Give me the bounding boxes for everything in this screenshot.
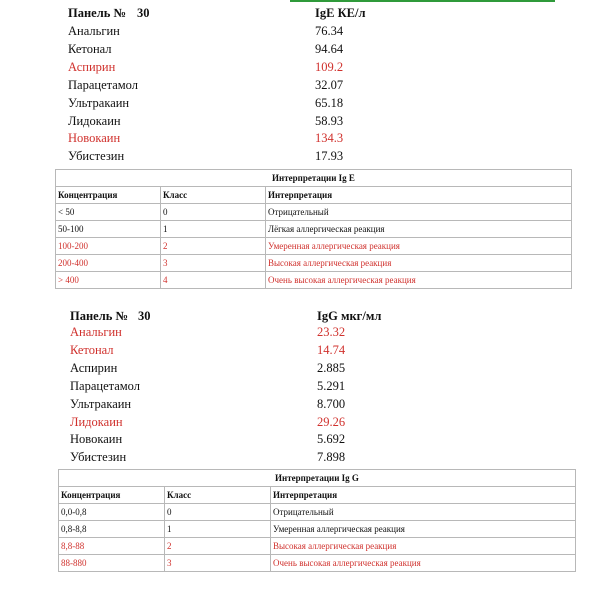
cell-class: 2 xyxy=(165,538,271,555)
list-item xyxy=(68,58,395,76)
cell-class: 1 xyxy=(161,221,266,238)
cell-conc: 200-400 xyxy=(56,255,161,272)
cell-class: 0 xyxy=(161,204,266,221)
list-item xyxy=(68,94,395,112)
table-row xyxy=(56,272,572,289)
list-item xyxy=(70,430,397,448)
drug-name: Лидокаин xyxy=(68,113,121,128)
drug-value: 23.32 xyxy=(317,325,346,339)
panel-label: Панель № xyxy=(70,309,129,323)
col-header-concentration: Концентрация xyxy=(59,487,165,504)
value-header: IgE КЕ/л xyxy=(315,6,366,20)
cell-interp: Отрицательный xyxy=(271,504,576,521)
drug-name: Лидокаин xyxy=(70,414,123,429)
list-item xyxy=(68,76,395,94)
cell-interp: Отрицательный xyxy=(266,204,572,221)
cell-conc: 8,8-88 xyxy=(59,538,165,555)
list-item xyxy=(68,147,395,165)
cell-interp: Высокая аллергическая реакция xyxy=(266,255,572,272)
cell-class: 1 xyxy=(165,521,271,538)
drug-name: Анальгин xyxy=(70,325,122,339)
drug-name: Убистезин xyxy=(68,149,125,164)
drug-name: Ультракаин xyxy=(70,396,132,411)
cell-conc: 0,0-0,8 xyxy=(59,504,165,521)
list-item xyxy=(68,129,395,147)
drug-name: Парацетамол xyxy=(68,77,139,92)
cell-interp: Умеренная аллергическая реакция xyxy=(266,238,572,255)
panel-number: 30 xyxy=(137,6,150,20)
drug-name: Кетонал xyxy=(70,342,114,357)
table-row xyxy=(56,204,572,221)
drug-value: 5.692 xyxy=(317,432,346,447)
drug-value: 65.18 xyxy=(315,95,344,110)
table-title: Интерпретации Ig G xyxy=(59,470,576,487)
col-header-interpretation: Интерпретация xyxy=(266,187,572,204)
drug-name: Аспирин xyxy=(68,59,116,74)
drug-name: Кетонал xyxy=(68,41,112,56)
list-item xyxy=(68,112,395,130)
cell-conc: 100-200 xyxy=(56,238,161,255)
drug-value: 109.2 xyxy=(315,59,344,74)
list-item xyxy=(70,359,397,377)
interp-igg-table xyxy=(58,469,576,572)
list-item xyxy=(70,395,397,413)
drug-name: Анальгин xyxy=(68,24,120,38)
drug-name: Новокаин xyxy=(68,131,121,146)
cell-conc: > 400 xyxy=(56,272,161,289)
drug-name: Ультракаин xyxy=(68,95,130,110)
drug-value: 32.07 xyxy=(315,77,344,92)
panel-number: 30 xyxy=(138,309,151,323)
drug-name: Новокаин xyxy=(70,432,123,447)
cell-conc: < 50 xyxy=(56,204,161,221)
table-row xyxy=(59,504,576,521)
drug-value: 76.34 xyxy=(315,24,344,38)
drug-value: 134.3 xyxy=(315,131,344,146)
drug-value: 5.291 xyxy=(317,378,346,393)
list-item xyxy=(70,341,397,359)
list-item xyxy=(68,40,395,58)
interp-ige-table xyxy=(55,169,572,289)
drug-value: 2.885 xyxy=(317,360,346,375)
cell-conc: 50-100 xyxy=(56,221,161,238)
cell-class: 3 xyxy=(161,255,266,272)
table-row xyxy=(59,538,576,555)
cell-interp: Лёгкая аллергическая реакция xyxy=(266,221,572,238)
table-row xyxy=(56,255,572,272)
drug-value: 58.93 xyxy=(315,113,344,128)
list-item xyxy=(70,413,397,431)
col-header-class: Класс xyxy=(165,487,271,504)
cell-conc: 88-880 xyxy=(59,555,165,572)
drug-value: 94.64 xyxy=(315,41,344,56)
drug-name: Убистезин xyxy=(70,450,127,465)
col-header-concentration: Концентрация xyxy=(56,187,161,204)
table-row xyxy=(59,521,576,538)
drug-value: 17.93 xyxy=(315,149,344,164)
table-row xyxy=(56,238,572,255)
drug-value: 29.26 xyxy=(317,414,346,429)
top-divider xyxy=(290,0,555,2)
cell-class: 4 xyxy=(161,272,266,289)
drug-name: Парацетамол xyxy=(70,378,141,393)
table-row xyxy=(56,221,572,238)
cell-interp: Очень высокая аллергическая реакция xyxy=(271,555,576,572)
panel-label: Панель № xyxy=(68,6,127,20)
drug-value: 14.74 xyxy=(317,342,346,357)
table-title: Интерпретации Ig E xyxy=(56,170,572,187)
table-row xyxy=(59,555,576,572)
drug-name: Аспирин xyxy=(70,360,118,375)
cell-interp: Высокая аллергическая реакция xyxy=(271,538,576,555)
cell-class: 2 xyxy=(161,238,266,255)
list-item xyxy=(70,323,397,341)
cell-conc: 0,8-8,8 xyxy=(59,521,165,538)
drug-value: 8.700 xyxy=(317,396,346,411)
col-header-class: Класс xyxy=(161,187,266,204)
cell-interp: Умеренная аллергическая реакция xyxy=(271,521,576,538)
col-header-interpretation: Интерпретация xyxy=(271,487,576,504)
list-item xyxy=(68,22,395,40)
cell-class: 0 xyxy=(165,504,271,521)
drug-value: 7.898 xyxy=(317,450,346,465)
list-item xyxy=(70,377,397,395)
cell-class: 3 xyxy=(165,555,271,572)
cell-interp: Очень высокая аллергическая реакция xyxy=(266,272,572,289)
list-item xyxy=(70,448,397,466)
value-header: IgG мкг/мл xyxy=(317,309,382,323)
